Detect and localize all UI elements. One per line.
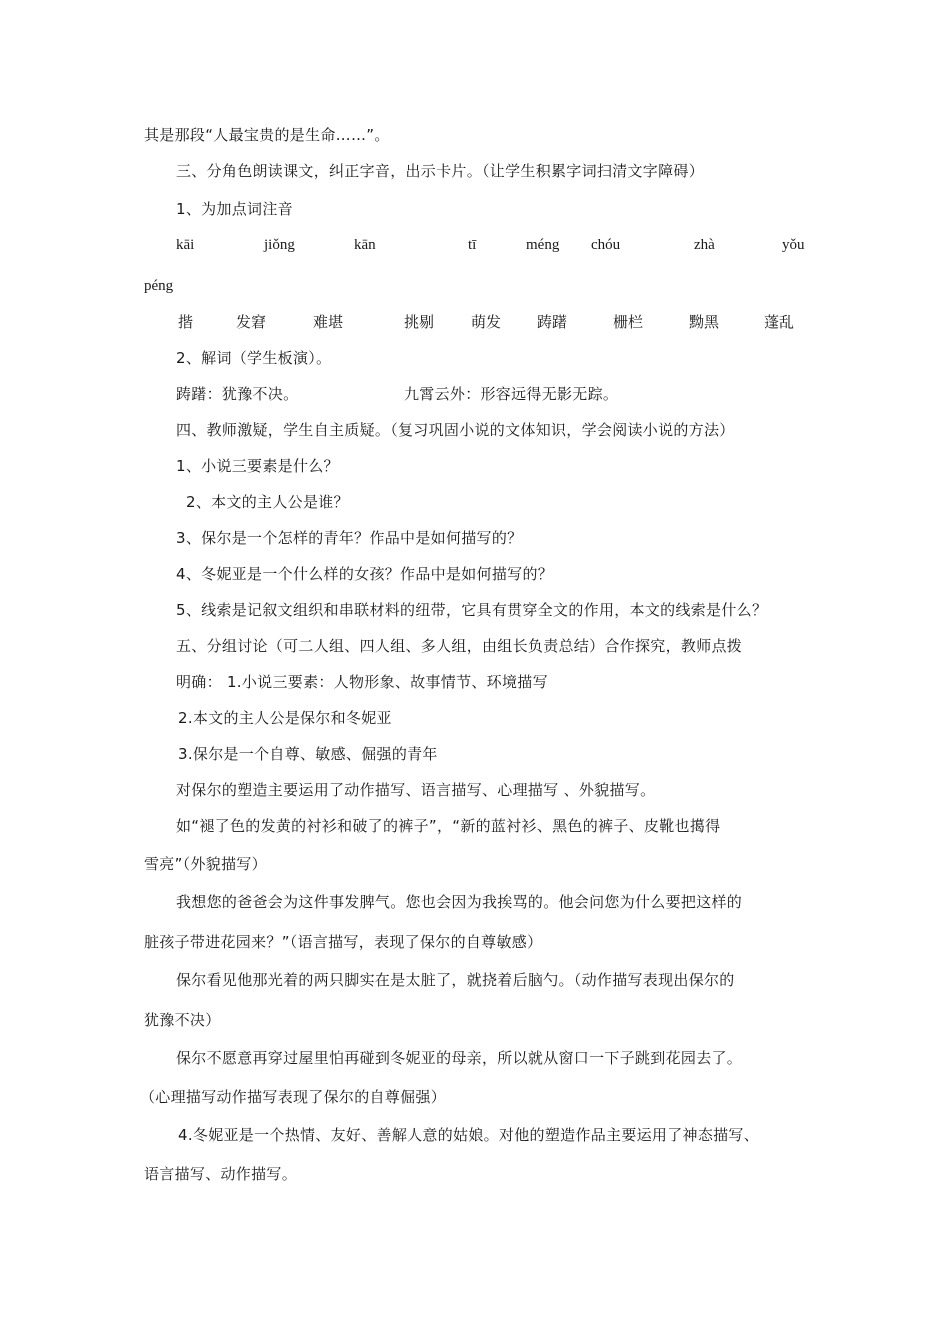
text-line: 保尔不愿意再穿过屋里怕再碰到冬妮亚的母亲，所以就从窗口一下子跳到花园去了。: [176, 1049, 743, 1067]
text-line: 2、解词（学生板演）。: [176, 349, 332, 367]
text-line: （心理描写动作描写表现了保尔的自尊倔强）: [140, 1088, 447, 1106]
answer: 4.冬妮亚是一个热情、友好、善解人意的姑娘。对他的塑造作品主要运用了神态描写、: [178, 1126, 760, 1144]
vocab-word: 发窘: [236, 313, 267, 331]
pinyin: jiǒng: [264, 237, 295, 253]
vocab-word: 黝黑: [689, 313, 720, 331]
text-line: 保尔看见他那光着的两只脚实在是太脏了，就挠着后脑勺。（动作描写表现出保尔的: [176, 971, 735, 989]
question: 3、保尔是一个怎样的青年？作品中是如何描写的？: [176, 529, 523, 547]
pinyin: kāi: [176, 237, 195, 253]
pinyin: yǒu: [782, 237, 805, 253]
text-line: 其是那段“人最宝贵的是生命……”。: [144, 126, 390, 144]
definition: 踌躇：犹豫不决。: [176, 385, 299, 403]
text-line: 对保尔的塑造主要运用了动作描写、语言描写、心理描写 、外貌描写。: [176, 781, 656, 799]
section-heading-3: 三、分角色朗读课文，纠正字音，出示卡片。（让学生积累字词扫清文字障碍）: [176, 162, 705, 180]
text-line: 犹豫不决）: [144, 1011, 221, 1029]
vocab-word: 萌发: [471, 313, 502, 331]
text-line: 如“褪了色的发黄的衬衫和破了的裤子”，“新的蓝衬衫、黑色的裤子、皮靴也擖得: [176, 817, 721, 835]
text-line: 雪亮”（外貌描写）: [144, 855, 267, 873]
pinyin: kān: [354, 237, 376, 253]
text-line: 1、为加点词注音: [176, 200, 293, 218]
vocab-word: 难堪: [313, 313, 344, 331]
text-line: 语言描写、动作描写。: [144, 1165, 298, 1183]
answer: 2.本文的主人公是保尔和冬妮亚: [178, 709, 392, 727]
question: 5、线索是记叙文组织和串联材料的纽带，它具有贯穿全文的作用，本文的线索是什么？: [176, 601, 768, 619]
question: 2、本文的主人公是谁？: [186, 493, 349, 511]
question: 4、冬妮亚是一个什么样的女孩？作品中是如何描写的？: [176, 565, 554, 583]
answer: 明确： 1.小说三要素：人物形象、故事情节、环境描写: [176, 673, 548, 691]
pinyin: méng: [526, 237, 560, 253]
vocab-word: 揩: [178, 313, 194, 331]
question: 1、小说三要素是什么？: [176, 457, 339, 475]
text-line: 脏孩子带进花园来？”（语言描写，表现了保尔的自尊敏感）: [144, 933, 543, 951]
vocab-word: 蓬乱: [764, 313, 795, 331]
pinyin: péng: [144, 278, 174, 294]
answer: 3.保尔是一个自尊、敏感、倔强的青年: [178, 745, 438, 763]
section-heading-5: 五、分组讨论（可二人组、四人组、多人组，由组长负责总结）合作探究，教师点拨: [176, 637, 743, 655]
pinyin: chóu: [591, 237, 621, 253]
section-heading-4: 四、教师激疑，学生自主质疑。（复习巩固小说的文体知识，学会阅读小说的方法）: [176, 421, 735, 439]
pinyin: zhà: [694, 237, 715, 253]
vocab-word: 踌躇: [537, 313, 568, 331]
vocab-word: 挑剔: [404, 313, 435, 331]
pinyin: tī: [468, 237, 477, 253]
definition: 九霄云外：形容远得无影无踪。: [404, 385, 619, 403]
vocab-word: 栅栏: [613, 313, 644, 331]
text-line: 我想您的爸爸会为这件事发脾气。您也会因为我挨骂的。他会问您为什么要把这样的: [176, 893, 743, 911]
